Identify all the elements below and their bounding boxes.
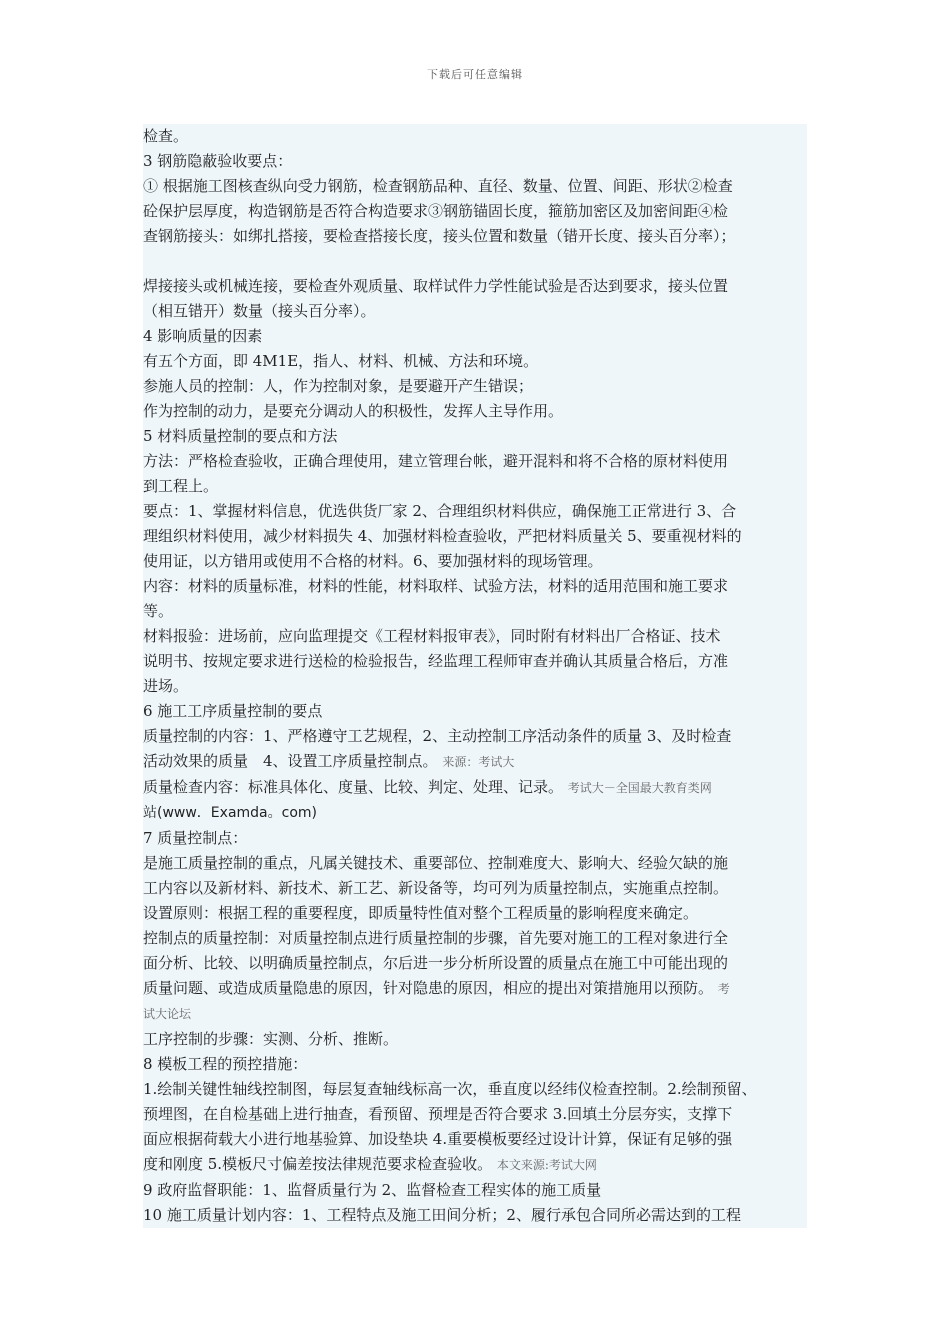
- section-heading: 6 施工工序质量控制的要点: [143, 702, 323, 720]
- section-heading: 9 政府监督职能：1、监督质量行为 2、监督检查工程实体的施工质量: [143, 1181, 602, 1199]
- text-line: 作为控制的动力，是要充分调动人的积极性，发挥人主导作用。: [143, 402, 564, 420]
- text-line: 进场。: [143, 677, 189, 695]
- text-line: [143, 976, 807, 1002]
- text-line: 设置原则：根据工程的重要程度，即质量特性值对整个工程质量的影响程度来确定。: [143, 904, 699, 922]
- page-header: 下载后可任意编辑: [427, 68, 523, 81]
- text-line: （相互错开）数量（接头百分率）。: [143, 302, 376, 320]
- text-line: 预埋图，在自检基础上进行抽查，看预留、预埋是否符合要求 3.回填土分层夯实，支撑下: [143, 1105, 733, 1123]
- source-note: 考: [717, 982, 730, 996]
- text-line: 使用证，以方错用或使用不合格的材料。6、要加强材料的现场管理。: [143, 552, 603, 570]
- text-line: 面应根据荷载大小进行地基验算、加设垫块 4.重要模板要经过设计计算，保证有足够的强: [143, 1130, 733, 1148]
- text-line: 参施人员的控制：人，作为控制对象，是要避开产生错误；: [143, 377, 534, 395]
- source-note-line: 试大论坛: [143, 1007, 192, 1021]
- text-line: 说明书、按规定要求进行送检的检验报告，经监理工程师审查并确认其质量合格后，方准: [143, 652, 729, 670]
- section-heading: 8 模板工程的预控措施：: [143, 1055, 308, 1073]
- text-line: 有五个方面，即 4M1E，指人、材料、机械、方法和环境。: [143, 352, 539, 370]
- source-note: 本文来源:考试大网: [496, 1158, 597, 1172]
- text-line: 控制点的质量控制：对质量控制点进行质量控制的步骤，首先要对施工的工程对象进行全: [143, 929, 729, 947]
- text-content: 质量检查内容：标准具体化、度量、比较、判定、处理、记录。: [143, 778, 564, 796]
- source-note: 来源：考试大: [442, 755, 515, 769]
- section-heading: 10 施工质量计划内容：1、工程特点及施工田间分析；2、履行承包合同所必需达到的工程: [143, 1206, 741, 1224]
- text-line: 内容：材料的质量标准，材料的性能，材料取样、试验方法，材料的适用范围和施工要求: [143, 577, 729, 595]
- section-heading: 4 影响质量的因素: [143, 327, 263, 345]
- text-line: 工内容以及新材料、新技术、新工艺、新设备等，均可列为质量控制点，实施重点控制。: [143, 879, 729, 897]
- text-line: ① 根据施工图核查纵向受力钢筋，检查钢筋品种、直径、数量、位置、间距、形状②检查: [143, 177, 733, 195]
- text-line: 到工程上。: [143, 477, 219, 495]
- text-line: 焊接接头或机械连接，要检查外观质量、取样试件力学性能试验是否达到要求，接头位置: [143, 277, 729, 295]
- text-content: 度和刚度 5.模板尺寸偏差按法律规范要求检查验收。: [143, 1155, 493, 1173]
- text-line: [143, 749, 807, 775]
- text-line: [143, 775, 807, 801]
- text-line: 质量控制的内容：1、严格遵守工艺规程，2、主动控制工序活动条件的质量 3、及时检查: [143, 727, 732, 745]
- text-line: 要点：1、掌握材料信息，优选供货厂家 2、合理组织材料供应，确保施工正常进行 3、合: [143, 502, 737, 520]
- document-body: [143, 124, 807, 1228]
- text-line: 等。: [143, 602, 174, 620]
- text-line: 查钢筋接头：如绑扎搭接，要检查搭接长度，接头位置和数量（错开长度、接头百分率）；: [143, 227, 736, 245]
- section-heading: 3 钢筋隐蔽验收要点：: [143, 152, 293, 170]
- text-line: 站(www．Examda。com): [143, 805, 317, 821]
- text-line: 工序控制的步骤：实测、分析、推断。: [143, 1030, 399, 1048]
- section-heading: 7 质量控制点：: [143, 829, 248, 847]
- text-line: 是施工质量控制的重点，凡属关键技术、重要部位、控制难度大、影响大、经验欠缺的施: [143, 854, 729, 872]
- text-content: 活动效果的质量 4、设置工序质量控制点。: [143, 752, 438, 770]
- text-line: 理组织材料使用，减少材料损失 4、加强材料检查验收，严把材料质量关 5、要重视材料的: [143, 527, 742, 545]
- text-line: 1.绘制关键性轴线控制图，每层复查轴线标高一次，垂直度以经纬仪检查控制。2.绘制预留、: [143, 1080, 757, 1098]
- text-line: 检查。: [143, 127, 189, 145]
- blank-line: [143, 249, 807, 274]
- source-note: 考试大－全国最大教育类网: [567, 781, 712, 795]
- text-content: 质量问题、或造成质量隐患的原因，针对隐患的原因，相应的提出对策措施用以预防。: [143, 979, 714, 997]
- text-line: 方法：严格检查验收，正确合理使用，建立管理台帐，避开混料和将不合格的原材料使用: [143, 452, 729, 470]
- text-line: [143, 1152, 807, 1178]
- section-heading: 5 材料质量控制的要点和方法: [143, 427, 338, 445]
- text-line: 砼保护层厚度，构造钢筋是否符合构造要求③钢筋锚固长度，箍筋加密区及加密间距④检: [143, 202, 729, 220]
- text-line: 面分析、比较、以明确质量控制点，尔后进一步分析所设置的质量点在施工中可能出现的: [143, 954, 729, 972]
- text-line: 材料报验：进场前，应向监理提交《工程材料报审表》，同时附有材料出厂合格证、技术: [143, 627, 721, 645]
